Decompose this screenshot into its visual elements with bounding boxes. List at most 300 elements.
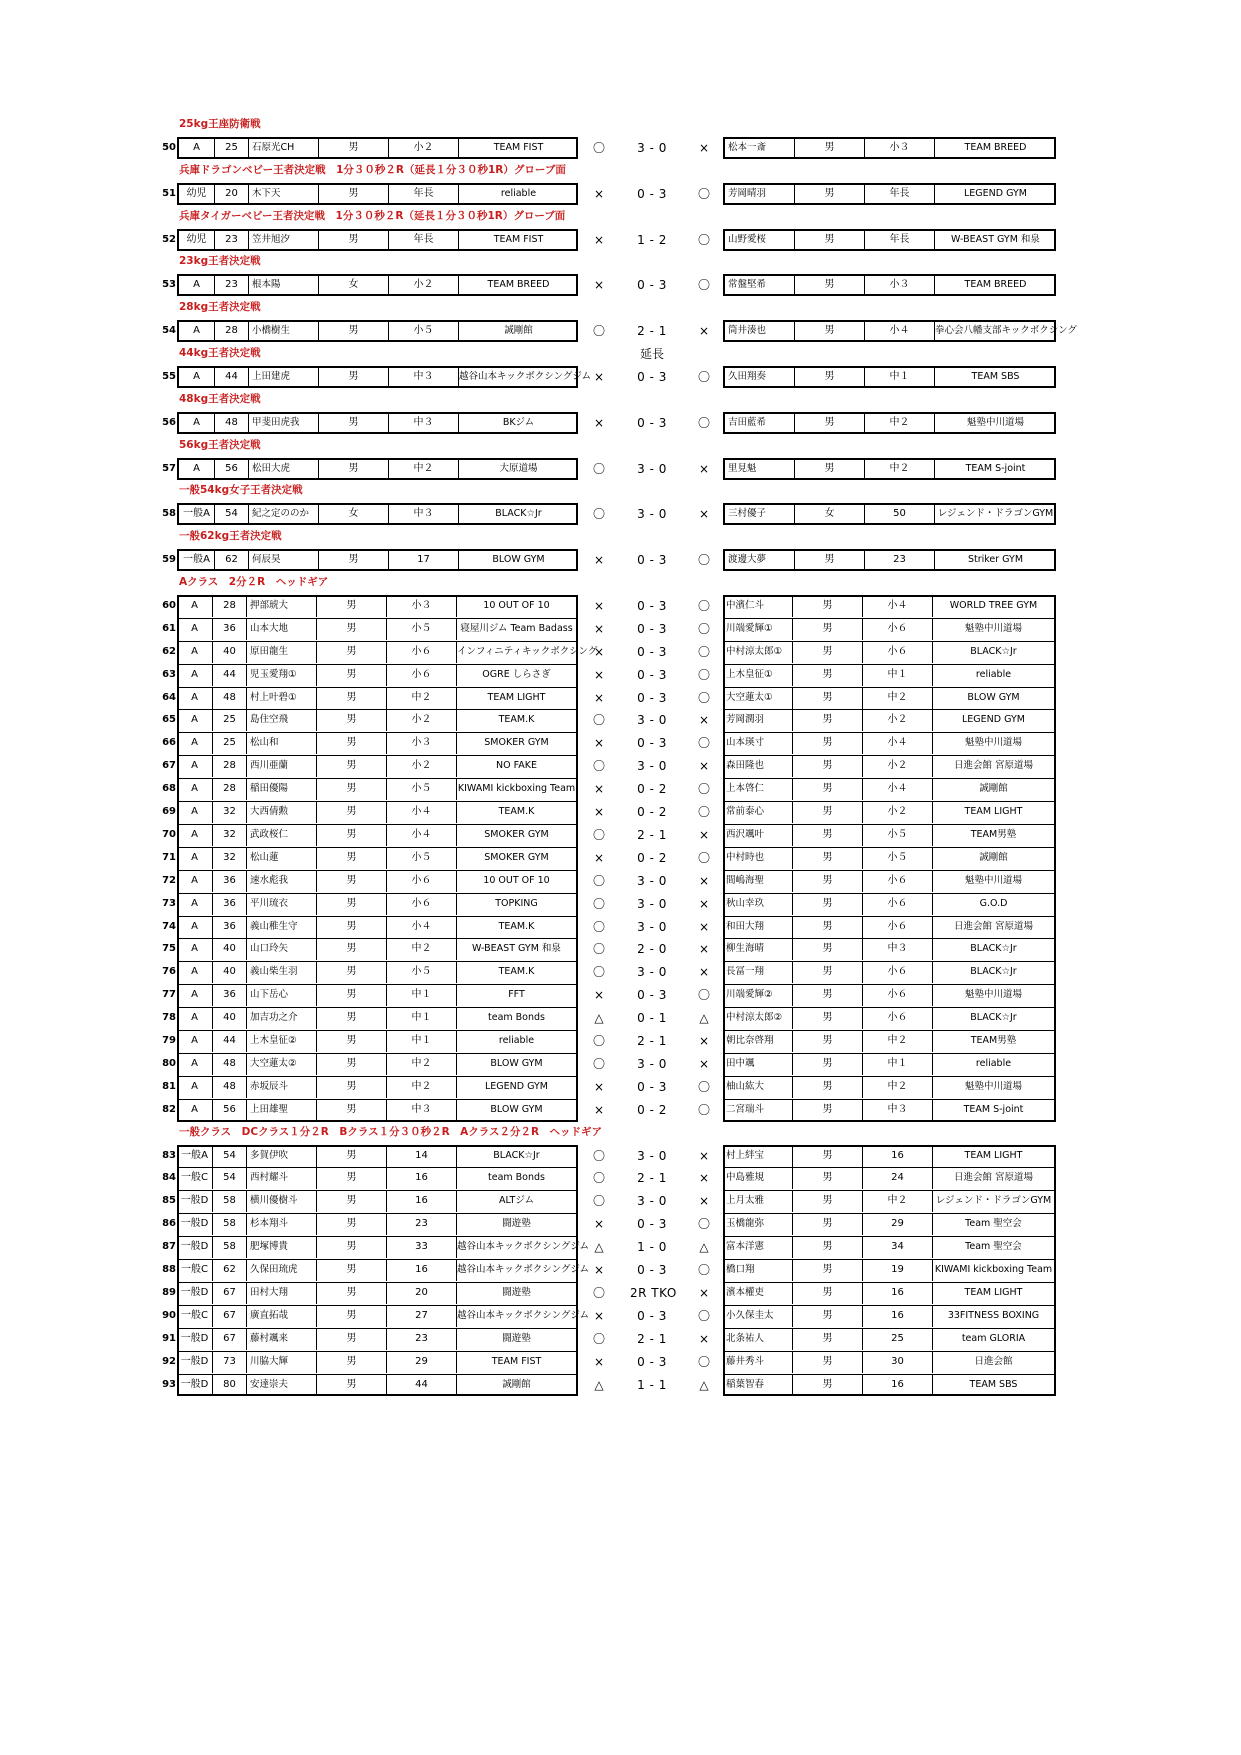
score: 0 - 3 [637,1263,667,1277]
score: 0 - 3 [637,1354,667,1369]
row-divider [723,870,1056,871]
match-number: 65 [162,714,176,726]
right-result-mark: 〇 [697,1102,710,1117]
row-divider [723,1030,1056,1031]
fighter-name: 平川琉衣 [247,893,317,915]
gym-cell: Team 聖空会 [965,1241,1022,1253]
gym-cell: 越谷山本キックボクシングジム [457,1241,590,1253]
grade-cell: 小５ [389,322,459,340]
class-cell: A [177,984,213,1006]
sex-cell: 男 [317,1076,387,1098]
score: 0 - 3 [637,1217,667,1232]
sex-cell: 男 [317,1167,387,1189]
right-result-mark: 〇 [697,232,710,247]
gym-cell: TEAM S-joint [965,462,1026,474]
weight-cell: 25 [213,709,247,731]
grade-cell: 33 [387,1236,457,1258]
grade-cell: 小２ [863,755,933,777]
gym-cell: team GLORIA [961,1332,1026,1344]
fighter-name: 柚山紘大 [723,1076,793,1098]
row-divider [177,1076,578,1077]
grade-cell: 中２ [863,1076,933,1098]
grade-cell: 小３ [865,139,935,157]
sex-cell: 男 [317,847,387,869]
gym-cell: TEAM FIST [493,141,544,153]
row-divider [177,709,578,710]
match-number: 58 [162,508,176,520]
gym-cell: BLACK☆Jr [493,1149,540,1161]
fighter-name: 芳岡晴羽 [725,185,795,203]
match-number: 60 [162,599,176,611]
match-number: 57 [162,462,176,474]
grade-cell: 年長 [865,185,935,203]
sex-cell: 男 [795,322,865,340]
gym-cell: G.O.D [979,897,1008,909]
grade-cell: 小６ [387,664,457,686]
gym-cell: 闘遊塾 [502,1218,531,1230]
right-table-border [723,1145,1056,1397]
fighter-name: 藤村颯来 [247,1328,317,1350]
grade-cell: 中３ [389,505,459,523]
grade-cell: 小６ [863,641,933,663]
grade-cell: 小６ [863,870,933,892]
score: 3 - 0 [637,896,667,911]
match-number: 91 [162,1332,176,1344]
sex-cell: 男 [319,368,389,386]
sex-cell: 男 [317,1236,387,1258]
grade-cell: 17 [389,551,459,569]
right-fighter [723,458,1056,480]
sex-cell: 男 [793,847,863,869]
row-divider [177,1099,578,1100]
sex-cell: 男 [317,1328,387,1350]
fighter-name: 村上絆宝 [723,1145,793,1167]
row-divider [177,664,578,665]
gym-cell: TEAM.K [498,806,535,817]
grade-cell: 中３ [387,1099,457,1121]
score: 3 - 0 [637,140,667,155]
right-result-mark: × [698,759,710,774]
score: 3 - 0 [637,965,667,980]
row-divider [177,824,578,825]
score: 3 - 0 [637,1056,667,1071]
match-number: 64 [162,691,176,703]
fighter-name: 中島雅規 [723,1167,793,1189]
fighter-name: 常盤堅希 [725,276,795,294]
row-divider [723,893,1056,894]
sex-cell: 男 [319,460,389,478]
left-result-mark: 〇 [592,140,605,155]
sex-cell: 男 [795,460,865,478]
fighter-name: 上田建虎 [249,368,319,386]
gym-cell: BLOW GYM [490,1103,543,1115]
left-fighter [177,183,578,205]
grade-cell: 中１ [387,1030,457,1052]
gym-cell: BLOW GYM [490,1057,543,1069]
fighter-name: 何辰昊 [249,551,319,569]
gym-cell: W-BEAST GYM 和泉 [472,943,561,955]
weight-cell: 56 [213,1099,247,1121]
left-result-mark: 〇 [592,873,605,888]
grade-cell: 30 [863,1351,933,1373]
row-divider [177,618,578,619]
left-fighter [177,137,578,159]
weight-cell: 40 [213,1007,247,1029]
grade-cell: 中２ [389,460,459,478]
fighter-name: 渡邊大夢 [725,551,795,569]
grade-cell: 中３ [389,368,459,386]
left-result-mark: 〇 [592,1056,605,1071]
sex-cell: 男 [793,938,863,960]
row-divider [723,755,1056,756]
gym-cell: FFT [508,989,525,1001]
sex-cell: 男 [317,801,387,823]
row-divider [177,1236,578,1237]
gym-cell: TEAM.K [498,714,535,726]
grade-cell: 小６ [863,984,933,1006]
class-cell: A [177,732,213,754]
right-result-mark: 〇 [697,690,710,705]
grade-cell: 中２ [865,460,935,478]
row-divider [177,916,578,917]
row-divider [177,1190,578,1191]
sex-cell: 男 [319,414,389,432]
row-divider [723,1167,1056,1168]
right-result-mark: × [698,507,710,522]
grade-cell: 小２ [387,755,457,777]
class-cell: 幼児 [179,185,215,203]
match-number: 71 [162,851,176,863]
weight-cell: 28 [215,322,249,340]
sex-cell: 男 [317,1351,387,1373]
fighter-name: 玉橋龍弥 [723,1213,793,1235]
grade-cell: 小５ [387,778,457,800]
match-number: 74 [162,920,176,932]
row-divider [723,1076,1056,1077]
class-cell: A [179,368,215,386]
score: 0 - 3 [637,621,667,636]
gym-cell: SMOKER GYM [484,828,549,840]
left-result-mark: × [593,1217,605,1232]
sex-cell: 男 [795,139,865,157]
section-header: 44kg王者決定戦 [179,347,261,359]
gym-cell: Striker GYM [967,554,1024,566]
fighter-name: 上本啓仁 [723,778,793,800]
row-divider [723,709,1056,710]
sex-cell: 男 [317,618,387,640]
left-result-mark: × [593,644,605,659]
fighter-name: 濱本權吏 [723,1282,793,1304]
sex-cell: 男 [317,1259,387,1281]
weight-cell: 20 [215,185,249,203]
score: 3 - 0 [637,461,667,476]
grade-cell: 29 [387,1351,457,1373]
gym-cell: BLACK☆Jr [970,1012,1017,1024]
row-divider [723,1213,1056,1214]
fighter-name: 久田翔奏 [725,368,795,386]
row-divider [723,618,1056,619]
gym-cell: TEAM BREED [964,279,1027,291]
right-fighter [723,137,1056,159]
match-number: 72 [162,874,176,886]
match-number: 86 [162,1218,176,1230]
class-cell: A [177,641,213,663]
fighter-name: 原田龍生 [247,641,317,663]
grade-cell: 中３ [863,1099,933,1121]
fighter-name: 上木皇征② [247,1030,317,1052]
gym-cell: 誠剛館 [979,783,1008,795]
row-divider [177,893,578,894]
left-result-mark: 〇 [592,713,605,728]
gym-cell: BLOW GYM [967,691,1020,703]
right-result-mark: 〇 [697,553,710,568]
weight-cell: 48 [213,1053,247,1075]
grade-cell: 小６ [863,961,933,983]
left-fighter [177,412,578,434]
class-cell: 一般C [177,1305,213,1327]
fighter-name: 山本瑛寸 [723,732,793,754]
match-row [0,458,1241,480]
gym-cell: TEAM FIST [491,1355,542,1367]
right-result-mark: 〇 [697,805,710,819]
gym-cell: NO FAKE [496,760,537,772]
gym-cell: 魁塾中川道場 [964,622,1022,634]
gym-cell: SMOKER GYM [484,737,549,749]
gym-cell: 拳心会八幡支部キックボクシング [935,325,1077,337]
fighter-name: 根本陽 [249,276,319,294]
fighter-name: 吉田藍希 [725,414,795,432]
match-row [0,412,1241,434]
fighter-name: 押部琥大 [247,595,317,617]
fighter-name: 加吉功之介 [247,1007,317,1029]
sex-cell: 男 [317,595,387,617]
fighter-name: 紀之定ののか [249,505,319,523]
left-result-mark: 〇 [592,1148,605,1163]
gym-cell: BLACK☆Jr [970,645,1017,657]
row-divider [723,1259,1056,1260]
fighter-name: 北条祐人 [723,1328,793,1350]
sex-cell: 男 [317,824,387,846]
fighter-name: 肥塚博貴 [247,1236,317,1258]
class-cell: A [177,916,213,938]
grade-cell: 小４ [387,916,457,938]
grade-cell: 16 [863,1305,933,1327]
grade-cell: 中２ [387,1053,457,1075]
fighter-name: 稲葉智春 [723,1374,793,1396]
score: 0 - 3 [637,690,667,705]
sex-cell: 男 [793,641,863,663]
right-result-mark: 〇 [697,850,710,865]
right-result-mark: △ [699,1011,709,1026]
fighter-name: 間嶋海聖 [723,870,793,892]
grade-cell: 中１ [865,368,935,386]
fighter-name: 山本大地 [247,618,317,640]
weight-cell: 62 [215,551,249,569]
fighter-name: 廣直拓哉 [247,1305,317,1327]
grade-cell: 中２ [387,1076,457,1098]
sex-cell: 男 [793,1099,863,1121]
match-number: 89 [162,1286,176,1298]
sex-cell: 男 [795,414,865,432]
match-number: 75 [162,943,176,955]
right-result-mark: × [698,965,710,980]
grade-cell: 中２ [387,687,457,709]
score: 0 - 3 [637,644,667,659]
sex-cell: 女 [319,276,389,294]
sex-cell: 女 [319,505,389,523]
row-divider [723,1190,1056,1191]
sex-cell: 男 [317,709,387,731]
sex-cell: 男 [795,551,865,569]
grade-cell: 小３ [387,595,457,617]
fighter-name: 大空蓮太① [723,687,793,709]
grade-cell: 小６ [863,893,933,915]
sex-cell: 男 [793,893,863,915]
gym-cell: BLACK☆Jr [970,966,1017,978]
match-number: 59 [162,554,176,566]
grade-cell: 16 [387,1167,457,1189]
match-number: 63 [162,668,176,680]
fighter-name: 藤井秀斗 [723,1351,793,1373]
right-result-mark: 〇 [697,1217,710,1232]
fighter-name: 甲斐田虎我 [249,414,319,432]
row-divider [177,1305,578,1306]
class-cell: 一般D [177,1236,213,1258]
weight-cell: 28 [213,595,247,617]
grade-cell: 小２ [389,276,459,294]
fighter-name: 大空蓮太② [247,1053,317,1075]
class-cell: A [177,870,213,892]
score: 0 - 3 [637,1308,667,1323]
gym-cell: TEAM.K [498,966,535,978]
score: 3 - 0 [637,713,667,728]
fighter-name: 富本洋憲 [723,1236,793,1258]
gym-cell: 大原道場 [499,462,538,474]
row-divider [177,961,578,962]
gym-cell: reliable [500,187,537,199]
sex-cell: 男 [795,185,865,203]
score: 0 - 3 [637,369,667,384]
right-result-mark: 〇 [697,369,710,384]
fighter-name: 長冨一翔 [723,961,793,983]
weight-cell: 48 [215,414,249,432]
fighter-name: 横川優樹斗 [247,1190,317,1212]
match-number: 77 [162,989,176,1001]
section-header: 56kg王者決定戦 [179,438,261,451]
class-cell: A [177,1053,213,1075]
sex-cell: 男 [793,595,863,617]
sex-cell: 男 [795,276,865,294]
left-result-mark: × [593,186,605,201]
fighter-name: 大西倩勲 [247,801,317,823]
weight-cell: 62 [213,1259,247,1281]
right-result-mark: 〇 [697,667,710,682]
row-divider [723,1328,1056,1329]
weight-cell: 40 [213,938,247,960]
match-row [0,229,1241,251]
gym-cell: 誠剛館 [979,851,1008,863]
row-divider [723,1053,1056,1054]
fighter-name: 橋口翔 [723,1259,793,1281]
gym-cell: 日進会館 宮原道場 [953,920,1034,932]
fighter-name: 山野愛桜 [725,231,795,249]
right-result-mark: × [698,140,710,155]
score: 2 - 1 [637,1171,667,1186]
left-result-mark: × [593,1308,605,1323]
row-divider [177,1053,578,1054]
gym-cell: TEAM男塾 [970,1035,1017,1046]
score: 2 - 1 [637,1034,667,1048]
weight-cell: 32 [213,847,247,869]
right-fighter [723,412,1056,434]
right-result-mark: 〇 [697,415,710,430]
fighter-name: 松本一斎 [725,139,795,157]
grade-cell: 小６ [387,893,457,915]
left-result-mark: 〇 [592,942,605,957]
class-cell: A [179,276,215,294]
left-result-mark: 〇 [592,1285,605,1300]
gym-cell: W-BEAST GYM 和泉 [951,233,1040,245]
fighter-name: 山口玲矢 [247,938,317,960]
left-result-mark: 〇 [592,827,605,842]
fighter-name: 田村大翔 [247,1282,317,1304]
class-cell: A [177,778,213,800]
grade-cell: 44 [387,1374,457,1396]
right-result-mark: × [698,713,710,728]
right-result-mark: × [698,1034,710,1048]
grade-cell: 24 [863,1167,933,1189]
grade-cell: 25 [863,1328,933,1350]
row-divider [177,755,578,756]
sex-cell: 男 [793,1328,863,1350]
match-number: 87 [162,1241,176,1253]
gym-cell: 闘遊塾 [502,1286,531,1298]
fighter-name: 上月太雅 [723,1190,793,1212]
right-result-mark: × [698,1171,710,1186]
score: 0 - 3 [637,988,667,1003]
fighter-name: 芳岡潤羽 [723,709,793,731]
fighter-name: 中濱仁斗 [723,595,793,617]
match-number: 51 [162,187,176,199]
fighter-name: 安達崇夫 [247,1374,317,1396]
sex-cell: 男 [793,687,863,709]
grade-cell: 中２ [865,414,935,432]
grade-cell: 16 [387,1259,457,1281]
right-fighter [723,320,1077,342]
match-number: 68 [162,783,176,795]
gym-cell: TEAM LIGHT [487,691,546,703]
gym-cell: 寝屋川ジム Team Badass [460,622,573,634]
right-result-mark: 〇 [697,644,710,659]
score: 2 - 1 [637,324,667,339]
class-cell: A [177,961,213,983]
score: 2 - 0 [637,942,667,957]
gym-cell: BLACK☆Jr [970,943,1017,955]
fighter-name: 松山和 [247,732,317,754]
right-fighter [723,549,1056,571]
match-number: 69 [162,806,176,817]
gym-cell: 日進会館 [974,1355,1013,1367]
grade-cell: 16 [863,1374,933,1396]
right-result-mark: 〇 [697,1079,710,1094]
weight-cell: 25 [215,139,249,157]
weight-cell: 25 [213,732,247,754]
left-result-mark: × [593,805,605,819]
left-result-mark: × [593,369,605,384]
left-result-mark: × [593,736,605,751]
grade-cell: 中１ [863,664,933,686]
match-number: 88 [162,1264,176,1275]
